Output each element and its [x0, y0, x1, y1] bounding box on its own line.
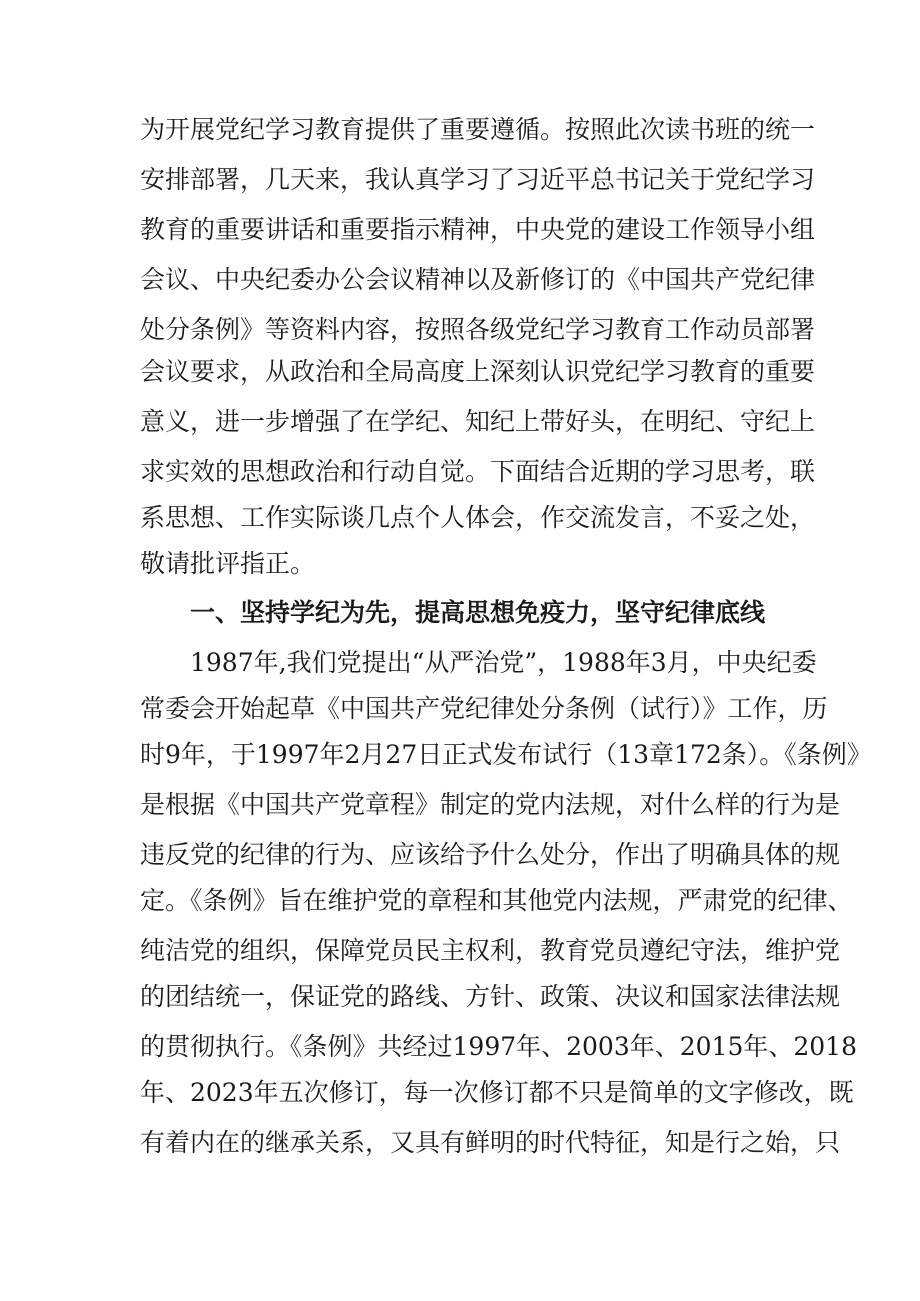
section-1-heading: 一、坚持学纪为先，提高思想免疫力，坚守纪律底线 — [190, 598, 766, 627]
paragraph-2-line-10: 年、2023年五次修订，每一次修订都不只是简单的文字修改，既 — [140, 1078, 854, 1107]
paragraph-1-line-9: 系思想、工作实际谈几点个人体会，作交流发言，不妥之处， — [140, 503, 816, 532]
paragraph-2-line-6: 定。《条例》旨在维护党的章程和其他党内法规，严肃党的纪律、 — [140, 886, 853, 915]
paragraph-1-line-10: 敬请批评指正。 — [140, 549, 316, 578]
paragraph-1-line-2: 安排部署，几天来，我认真学习了习近平总书记关于党纪学习 — [140, 165, 816, 194]
paragraph-2-line-7: 纯洁党的组织，保障党员民主权利，教育党员遵纪守法，维护党 — [140, 936, 841, 965]
paragraph-2-line-2: 常委会开始起草《中国共产党纪律处分条例（试行）》工作，历 — [140, 694, 828, 723]
paragraph-1-line-1: 为开展党纪学习教育提供了重要遵循。按照此次读书班的统一 — [140, 115, 816, 144]
paragraph-2-line-5: 违反党的纪律的行为、应该给予什么处分，作出了明确具体的规 — [140, 840, 841, 869]
paragraph-1-line-5: 处分条例》等资料内容，按照各级党纪学习教育工作动员部署 — [140, 315, 816, 344]
paragraph-2-line-1: 1987年,我们党提出“从严治党”，1988年3月，中央纪委 — [190, 648, 817, 677]
paragraph-2-line-4: 是根据《中国共产党章程》制定的党内法规，对什么样的行为是 — [140, 790, 841, 819]
paragraph-1-line-3: 教育的重要讲话和重要指示精神，中央党的建设工作领导小组 — [140, 215, 816, 244]
paragraph-2-line-11: 有着内在的继承关系，又具有鲜明的时代特征，知是行之始，只 — [140, 1128, 841, 1157]
paragraph-1-line-6: 会议要求，从政治和全局高度上深刻认识党纪学习教育的重要 — [140, 357, 816, 386]
paragraph-1-line-8: 求实效的思想政治和行动自觉。下面结合近期的学习思考，联 — [140, 457, 816, 486]
paragraph-2-line-8: 的团结统一，保证党的路线、方针、政策、决议和国家法律法规 — [140, 982, 841, 1011]
paragraph-1-line-4: 会议、中央纪委办公会议精神以及新修订的《中国共产党纪律 — [140, 265, 816, 294]
paragraph-1-line-7: 意义，进一步增强了在学纪、知纪上带好头，在明纪、守纪上 — [140, 407, 816, 436]
paragraph-2-line-3: 时9年，于1997年2月27日正式发布试行（13章172条）。《条例》 — [140, 740, 872, 769]
paragraph-2-line-9: 的贯彻执行。《条例》共经过1997年、2003年、2015年、2018 — [140, 1032, 857, 1061]
